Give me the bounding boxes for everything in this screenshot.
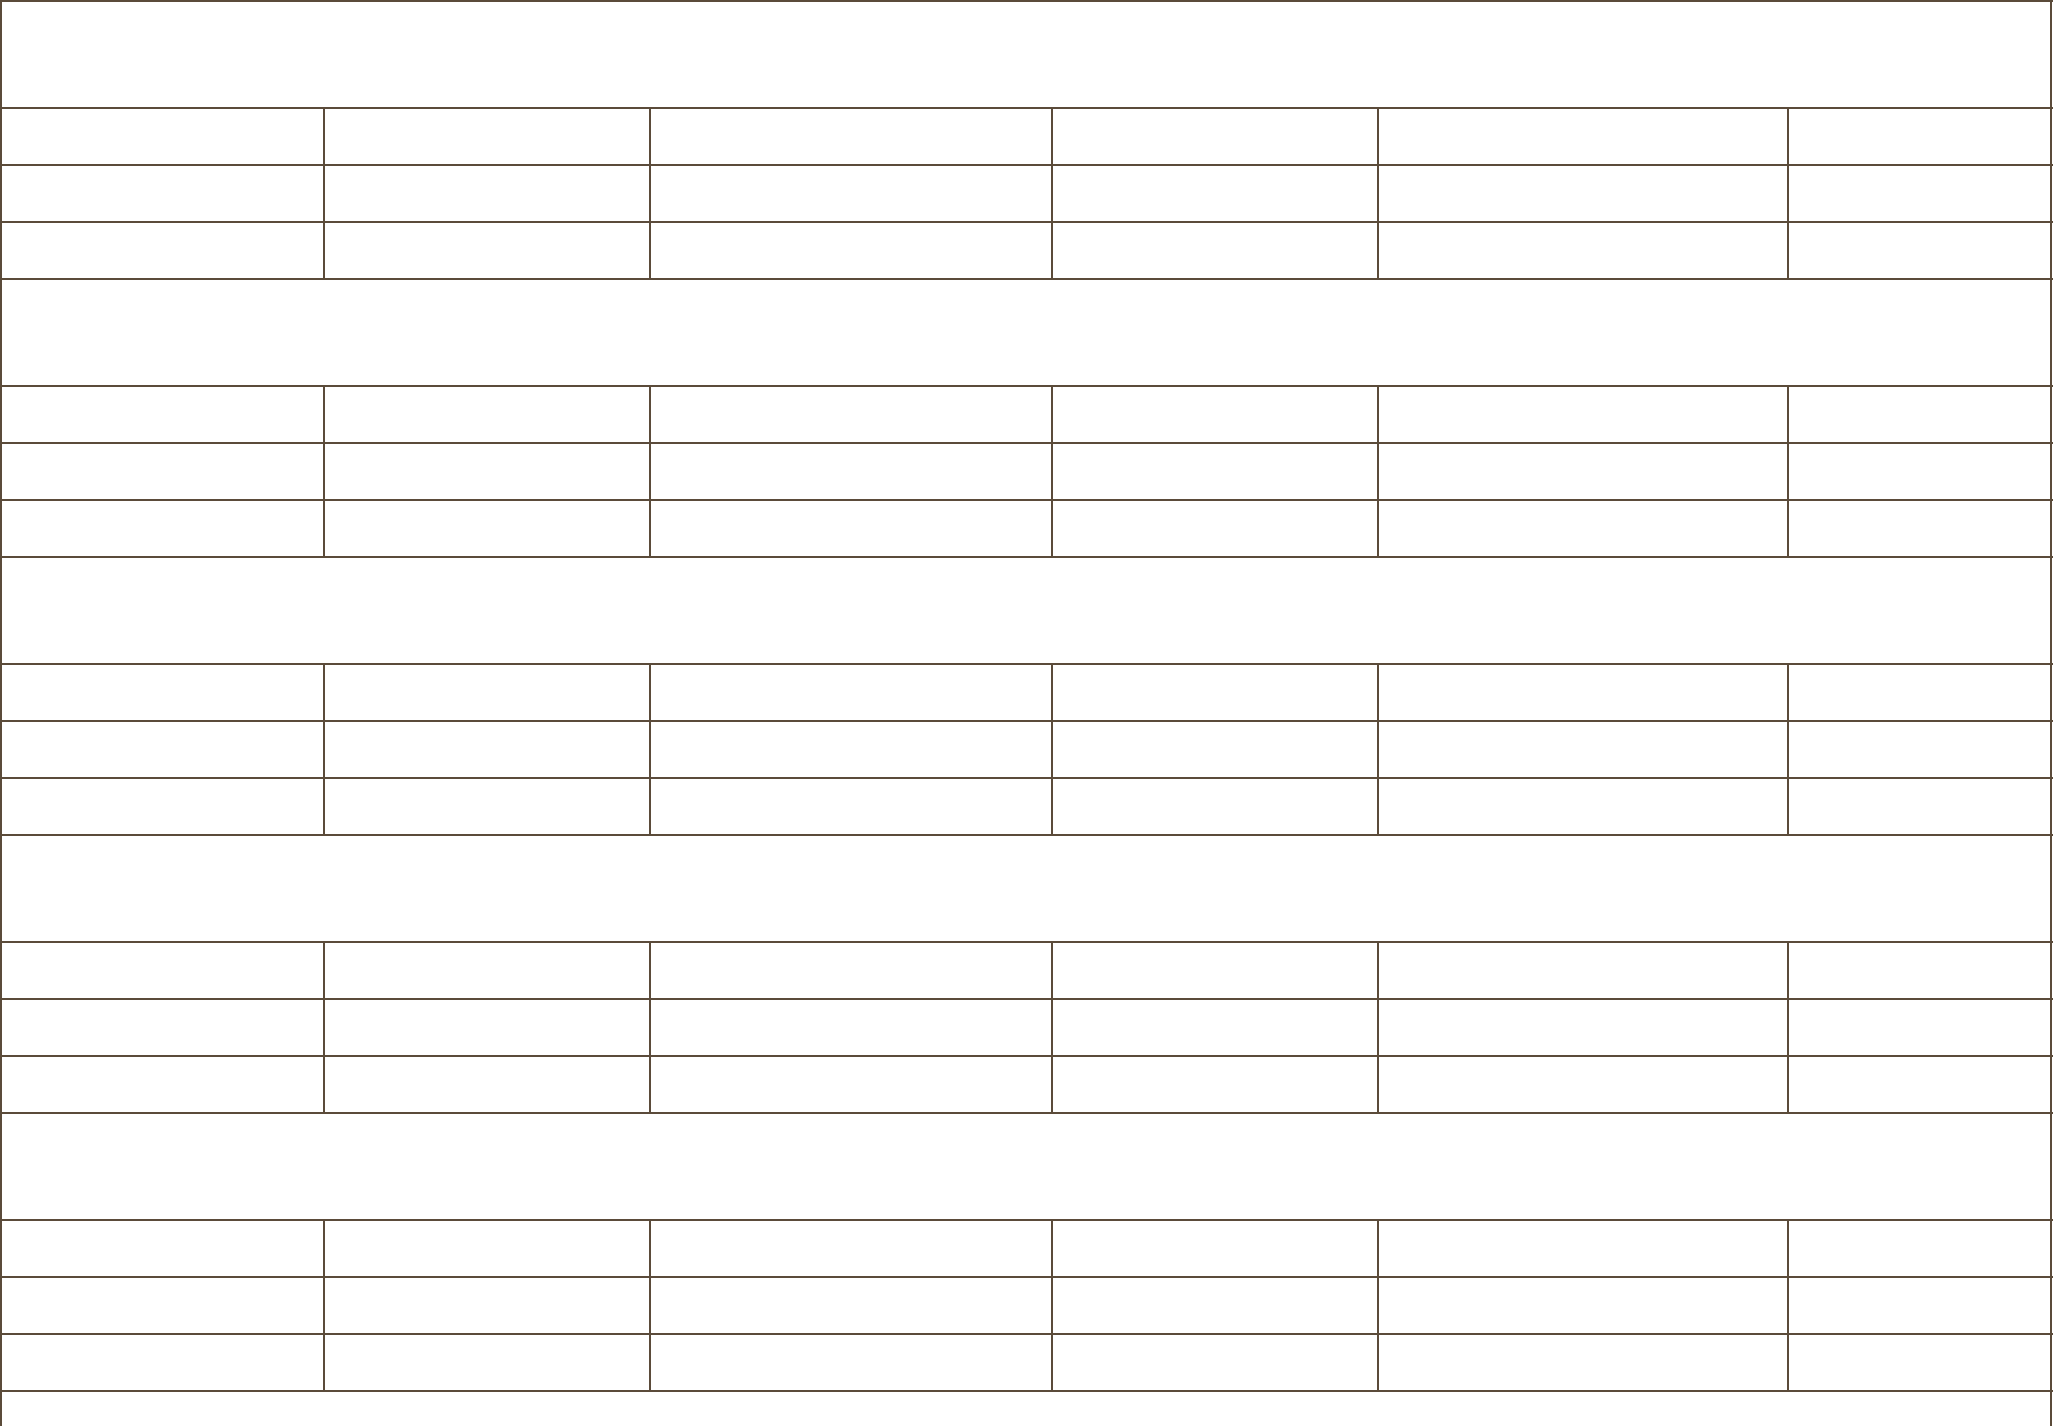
table-cell[interactable] <box>324 721 650 778</box>
table-cell[interactable] <box>1378 108 1788 165</box>
table-cell[interactable] <box>650 165 1052 222</box>
table-cell[interactable] <box>1052 664 1378 721</box>
table-cell[interactable] <box>1052 108 1378 165</box>
table-cell[interactable] <box>1 1056 324 1113</box>
table-cell[interactable] <box>1788 108 2051 165</box>
table-cell[interactable] <box>1 1220 324 1277</box>
table-cell[interactable] <box>1 222 324 279</box>
table-cell[interactable] <box>1788 1056 2051 1113</box>
table-cell[interactable] <box>1 1277 324 1334</box>
table-cell[interactable] <box>1 1334 324 1391</box>
table-cell[interactable] <box>1 664 324 721</box>
table-cell[interactable] <box>1378 1277 1788 1334</box>
table-cell[interactable] <box>1788 999 2051 1056</box>
table-cell[interactable] <box>1378 721 1788 778</box>
table-cell[interactable] <box>1052 165 1378 222</box>
table-cell[interactable] <box>1378 664 1788 721</box>
table-cell[interactable] <box>324 664 650 721</box>
table-cell[interactable] <box>650 721 1052 778</box>
table-cell[interactable] <box>1 500 324 557</box>
table-cell[interactable] <box>650 108 1052 165</box>
table-cell[interactable] <box>1788 1220 2051 1277</box>
table-cell[interactable] <box>1788 386 2051 443</box>
table-cell[interactable] <box>1052 1277 1378 1334</box>
table-cell[interactable] <box>1378 778 1788 835</box>
table-cell[interactable] <box>324 108 650 165</box>
table-cell[interactable] <box>324 1334 650 1391</box>
table-cell[interactable] <box>650 664 1052 721</box>
table-cell[interactable] <box>650 386 1052 443</box>
table-cell[interactable] <box>1378 500 1788 557</box>
table-cell[interactable] <box>1052 222 1378 279</box>
table-cell[interactable] <box>1 942 324 999</box>
table-cell[interactable] <box>1378 1220 1788 1277</box>
table-cell[interactable] <box>1378 222 1788 279</box>
table-cell[interactable] <box>324 165 650 222</box>
table-cell[interactable] <box>650 1277 1052 1334</box>
table-cell[interactable] <box>650 778 1052 835</box>
section-header-cell[interactable] <box>1 1113 2051 1220</box>
table-cell[interactable] <box>1788 942 2051 999</box>
table-cell[interactable] <box>650 1220 1052 1277</box>
table-cell[interactable] <box>324 222 650 279</box>
table-cell[interactable] <box>324 1220 650 1277</box>
table-cell[interactable] <box>1788 721 2051 778</box>
table-cell[interactable] <box>1052 942 1378 999</box>
table-cell[interactable] <box>1378 165 1788 222</box>
table-cell[interactable] <box>650 443 1052 500</box>
table-cell[interactable] <box>324 1277 650 1334</box>
table-cell[interactable] <box>1788 664 2051 721</box>
table-cell[interactable] <box>1788 1334 2051 1391</box>
table-cell[interactable] <box>324 443 650 500</box>
table-cell[interactable] <box>1788 500 2051 557</box>
table-cell[interactable] <box>1788 443 2051 500</box>
table-cell[interactable] <box>1 443 324 500</box>
table-cell[interactable] <box>1052 1220 1378 1277</box>
table-cell[interactable] <box>1378 942 1788 999</box>
table-cell[interactable] <box>1052 721 1378 778</box>
table-cell[interactable] <box>650 500 1052 557</box>
section-header-cell[interactable] <box>1 1 2051 108</box>
section-header-cell[interactable] <box>1 835 2051 942</box>
table-cell[interactable] <box>1788 1277 2051 1334</box>
table-cell[interactable] <box>324 500 650 557</box>
table-cell[interactable] <box>650 999 1052 1056</box>
table-cell[interactable] <box>1 999 324 1056</box>
table-cell[interactable] <box>1378 1056 1788 1113</box>
table-cell[interactable] <box>1 721 324 778</box>
table-cell[interactable] <box>650 1056 1052 1113</box>
table-cell[interactable] <box>1052 778 1378 835</box>
section-header-cell[interactable] <box>1 557 2051 664</box>
table-cell[interactable] <box>1788 165 2051 222</box>
table-cell[interactable] <box>324 942 650 999</box>
table-cell[interactable] <box>650 1334 1052 1391</box>
table-cell[interactable] <box>1788 222 2051 279</box>
table-cell[interactable] <box>1378 1334 1788 1391</box>
table-cell[interactable] <box>650 942 1052 999</box>
table-cell[interactable] <box>324 386 650 443</box>
table-cell[interactable] <box>1378 999 1788 1056</box>
table-cell[interactable] <box>324 778 650 835</box>
table-cell[interactable] <box>1378 386 1788 443</box>
table-cell[interactable] <box>1378 443 1788 500</box>
table-cell[interactable] <box>324 999 650 1056</box>
table-cell[interactable] <box>1052 386 1378 443</box>
table-cell[interactable] <box>1 386 324 443</box>
table-cell[interactable] <box>1 165 324 222</box>
table-cell[interactable] <box>1052 443 1378 500</box>
table-cell[interactable] <box>1052 999 1378 1056</box>
table-cell[interactable] <box>1052 500 1378 557</box>
table-cell[interactable] <box>1052 1334 1378 1391</box>
section-header-cell[interactable] <box>1 279 2051 386</box>
table-cell[interactable] <box>1 108 324 165</box>
table-cell[interactable] <box>650 222 1052 279</box>
table-cell[interactable] <box>1788 778 2051 835</box>
table-cell[interactable] <box>1 778 324 835</box>
table-cell[interactable] <box>1052 1056 1378 1113</box>
table-cell[interactable] <box>324 1056 650 1113</box>
